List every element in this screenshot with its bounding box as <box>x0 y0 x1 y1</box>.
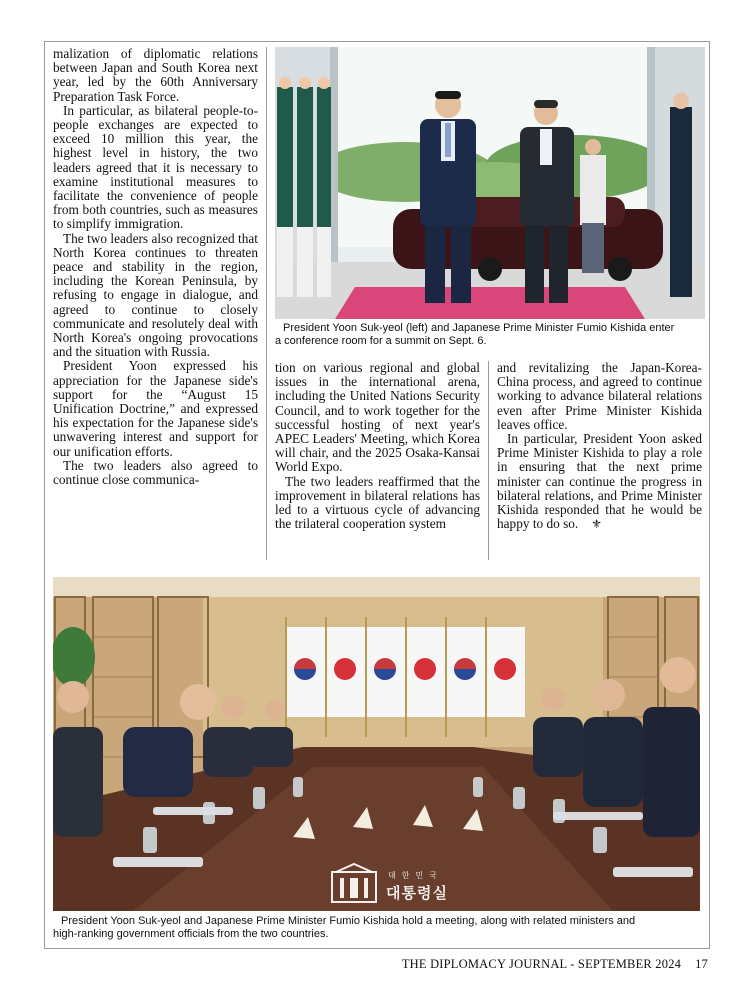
paragraph: The two leaders reaffirmed that the improvement in bilateral relations has led to a virtuous cycle of advancing the trilateral cooperation system <box>275 473 480 532</box>
paragraph: The two leaders also agreed to continue close communica- <box>53 457 258 488</box>
paragraph-text: In particular, President Yoon asked Prime Minister Kishida to play a role in ensuring that the next prime minister can continue the progress in bilateral relations, and Prime Minister Kishida responded that he would be happy to do so. <box>497 431 702 532</box>
paragraph: The two leaders also recognized that North Korea continues to threaten peace and stability in the region, including the Korean Peninsula, by refusing to engage in dialogue, and agreed to continue to closely communicate and resolutely deal with North Korea's ongoing provocations and the situation with Russia. <box>53 230 258 360</box>
article-column-2 <box>275 361 480 531</box>
paragraph: In particular, as bilateral people-to-people exchanges are expected to exceed 10 million this year, the highest level in history, the two leaders agreed that it is necessary to examine institutional measures to facilitate the convenience of people from both countries, such as measures to simplify immigration. <box>53 102 258 232</box>
watermark-big-text: 대통령실 <box>386 884 448 902</box>
seal-icon <box>330 862 378 904</box>
caption-line: a conference room for a summit on Sept. 6. <box>275 335 487 347</box>
caption-line: President Yoon Suk-yeol (left) and Japanese Prime Minister Fumio Kishida enter <box>283 322 675 334</box>
paragraph: President Yoon expressed his appreciation for the Japanese side's support for the “August 15 Unification Doctrine,” and expressed his expectation for the Japanese side's unwavering interest and support for our unification efforts. <box>53 358 258 459</box>
column-divider <box>266 47 267 560</box>
summit-meeting-photo <box>53 577 700 911</box>
publication-name: THE DIPLOMACY JOURNAL - SEPTEMBER 2024 <box>401 957 682 971</box>
column-divider <box>488 361 489 560</box>
paragraph: tion on various regional and global issues in the international arena, including the United Nations Security Council, and to work together for the successful hosting of next year's APEC Leaders' Meeting, which Korea will chair, and the 2025 Osaka-Kansai World Expo. <box>275 360 480 475</box>
article-column-3 <box>497 361 702 531</box>
paragraph <box>497 432 702 531</box>
bottom-photo-caption <box>53 915 705 941</box>
page-footer <box>402 957 708 972</box>
caption-line: President Yoon Suk-yeol and Japanese Prime Minister Fumio Kishida hold a meeting, along with related ministers and <box>61 915 636 927</box>
paragraph: and revitalizing the Japan-Korea-China process, and agreed to continue working to advance bilateral relations even after Prime Minister Kishida leaves office. <box>497 360 702 432</box>
page-number: 17 <box>695 957 708 971</box>
end-mark-icon: ⚜ <box>591 517 603 532</box>
top-photo-caption <box>275 322 705 348</box>
paragraph: malization of diplomatic relations between Japan and South Korea next year, led by the 60th Anniversary Preparation Task Force. <box>53 46 258 104</box>
article-column-1 <box>53 47 258 487</box>
watermark-small-text: 대한민국 <box>388 871 443 880</box>
caption-line: high-ranking government officials from the two countries. <box>53 928 329 940</box>
walking-leaders-photo <box>275 47 705 319</box>
